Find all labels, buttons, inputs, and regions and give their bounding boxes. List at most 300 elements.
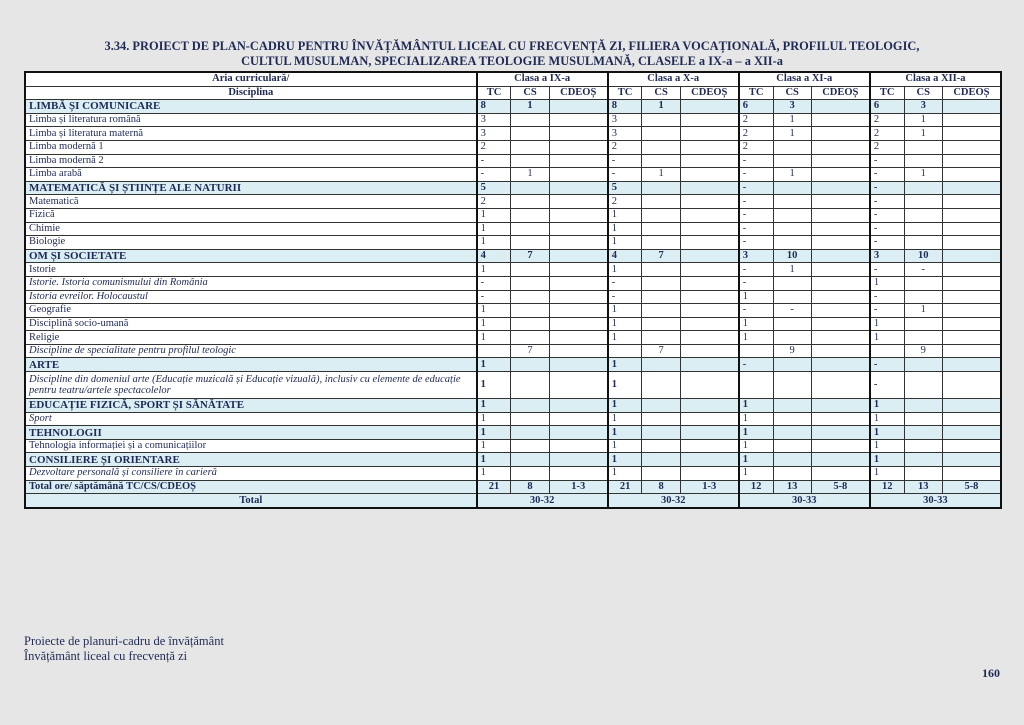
subject-name: Fizică <box>25 208 477 222</box>
hours-cell: 3 <box>608 113 642 127</box>
hours-cell <box>549 100 608 114</box>
hours-cell <box>904 439 942 453</box>
hours-cell <box>942 439 1001 453</box>
hours-cell: 1 <box>511 168 549 182</box>
hours-cell: - <box>904 263 942 277</box>
hours-cell: 1 <box>608 453 642 467</box>
hours-cell <box>680 358 738 372</box>
hours-cell <box>739 344 773 358</box>
total-value: 1-3 <box>549 480 608 494</box>
hours-cell: - <box>739 208 773 222</box>
subcol-tc: TC <box>608 86 642 100</box>
hours-cell: - <box>870 195 904 209</box>
hours-cell <box>680 208 738 222</box>
hours-cell <box>904 276 942 290</box>
hours-cell <box>511 181 549 195</box>
subject-row <box>25 263 1001 277</box>
subcol-tc: TC <box>870 86 904 100</box>
hours-cell <box>904 154 942 168</box>
hours-cell: 8 <box>608 100 642 114</box>
hours-cell <box>904 236 942 250</box>
hours-cell: - <box>608 154 642 168</box>
hours-cell: 3 <box>870 249 904 263</box>
total-value: 12 <box>739 480 773 494</box>
hours-cell: 1 <box>608 439 642 453</box>
subject-name: Limba modernă 2 <box>25 154 477 168</box>
hours-cell: - <box>477 290 511 304</box>
hours-cell <box>904 453 942 467</box>
hours-cell <box>511 304 549 318</box>
hours-cell <box>942 467 1001 481</box>
hours-cell: 2 <box>739 140 773 154</box>
hours-cell: 3 <box>739 249 773 263</box>
hours-cell <box>942 344 1001 358</box>
subcol-cs: CS <box>904 86 942 100</box>
section-row <box>25 358 1001 372</box>
section-row <box>25 181 1001 195</box>
hours-cell <box>549 127 608 141</box>
hours-cell <box>811 168 870 182</box>
hours-cell: 2 <box>739 113 773 127</box>
hours-cell <box>942 304 1001 318</box>
hours-cell <box>680 399 738 413</box>
hours-cell <box>773 317 811 331</box>
hours-cell <box>773 222 811 236</box>
hours-cell <box>642 236 680 250</box>
subject-row <box>25 331 1001 345</box>
section-name: EDUCAȚIE FIZICĂ, SPORT ȘI SĂNĂTATE <box>25 399 477 413</box>
hours-cell: 1 <box>608 304 642 318</box>
hours-cell: 1 <box>739 439 773 453</box>
hours-cell <box>511 154 549 168</box>
hours-cell: 1 <box>870 412 904 426</box>
footer <box>24 634 224 664</box>
subject-name: Dezvoltare personală și consiliere în carieră <box>25 467 477 481</box>
hours-cell: 1 <box>608 331 642 345</box>
hours-cell <box>511 372 549 399</box>
subject-name: Discipline din domeniul arte (Educație muzicală și Educație vizuală), inclusiv cu elemente de educație pentru teatru/artele spectacolelor <box>25 372 477 399</box>
hours-cell <box>680 113 738 127</box>
class-x-header: Clasa a X-a <box>608 72 739 86</box>
hours-cell: - <box>870 181 904 195</box>
hours-cell <box>904 181 942 195</box>
hours-cell <box>511 276 549 290</box>
subject-row <box>25 113 1001 127</box>
hours-cell <box>942 453 1001 467</box>
hours-cell <box>942 113 1001 127</box>
subject-row <box>25 304 1001 318</box>
hours-cell <box>904 222 942 236</box>
subject-name: Limba și literatura română <box>25 113 477 127</box>
hours-cell <box>811 331 870 345</box>
hours-cell: 1 <box>773 263 811 277</box>
hours-cell: 1 <box>477 439 511 453</box>
hours-cell: 1 <box>477 467 511 481</box>
hours-cell <box>811 208 870 222</box>
total-value: 5-8 <box>942 480 1001 494</box>
hours-cell <box>680 181 738 195</box>
hours-cell: 4 <box>477 249 511 263</box>
total-value: 21 <box>477 480 511 494</box>
hours-cell <box>680 453 738 467</box>
hours-cell: 9 <box>773 344 811 358</box>
hours-cell <box>811 399 870 413</box>
subject-name: Disciplină socio-umană <box>25 317 477 331</box>
subject-row <box>25 412 1001 426</box>
hours-cell: 5 <box>608 181 642 195</box>
hours-cell: - <box>739 263 773 277</box>
subject-name: Religie <box>25 331 477 345</box>
hours-cell <box>942 358 1001 372</box>
hours-cell <box>642 154 680 168</box>
total-value: 13 <box>904 480 942 494</box>
subject-row <box>25 195 1001 209</box>
subject-row <box>25 276 1001 290</box>
hours-cell <box>811 263 870 277</box>
subject-name: Limba și literatura maternă <box>25 127 477 141</box>
hours-cell: 1 <box>608 412 642 426</box>
hours-cell <box>942 222 1001 236</box>
hours-cell: - <box>870 290 904 304</box>
subject-row <box>25 439 1001 453</box>
subcol-tc: TC <box>739 86 773 100</box>
hours-cell: 1 <box>904 113 942 127</box>
hours-cell <box>904 372 942 399</box>
total-value: 13 <box>773 480 811 494</box>
page-number: 160 <box>982 666 1000 680</box>
hours-cell: - <box>870 222 904 236</box>
hours-cell <box>811 317 870 331</box>
hours-cell <box>904 412 942 426</box>
hours-cell <box>773 195 811 209</box>
hours-cell: 1 <box>870 467 904 481</box>
hours-cell <box>811 358 870 372</box>
total-value: 8 <box>642 480 680 494</box>
hours-cell: 1 <box>477 236 511 250</box>
hours-cell <box>942 140 1001 154</box>
hours-cell: - <box>870 236 904 250</box>
hours-cell <box>642 276 680 290</box>
hours-cell: 1 <box>739 426 773 440</box>
hours-cell <box>680 249 738 263</box>
hours-cell: 2 <box>870 113 904 127</box>
hours-cell: - <box>739 276 773 290</box>
hours-cell <box>642 290 680 304</box>
subcol-cdeos: CDEOȘ <box>811 86 870 100</box>
hours-cell <box>942 426 1001 440</box>
hours-cell <box>773 154 811 168</box>
hours-cell <box>811 344 870 358</box>
hours-cell <box>811 412 870 426</box>
hours-cell <box>680 168 738 182</box>
hours-cell <box>549 168 608 182</box>
hours-cell: - <box>477 276 511 290</box>
section-name: OM ȘI SOCIETATE <box>25 249 477 263</box>
hours-cell <box>511 317 549 331</box>
hours-cell <box>549 412 608 426</box>
hours-cell <box>680 195 738 209</box>
hours-cell: 9 <box>904 344 942 358</box>
hours-cell: - <box>739 222 773 236</box>
hours-cell <box>773 290 811 304</box>
total-value: 8 <box>511 480 549 494</box>
hours-cell <box>511 127 549 141</box>
hours-cell <box>680 100 738 114</box>
hours-cell <box>904 290 942 304</box>
subcol-cs: CS <box>642 86 680 100</box>
hours-cell <box>904 399 942 413</box>
grand-total-value: 30-33 <box>739 494 870 508</box>
total-value: 1-3 <box>680 480 738 494</box>
hours-cell <box>942 154 1001 168</box>
hours-cell <box>549 331 608 345</box>
hours-cell: 7 <box>511 344 549 358</box>
area-header-1: Aria curriculară/ <box>25 72 477 86</box>
hours-cell <box>680 236 738 250</box>
subject-name: Istoria evreilor. Holocaustul <box>25 290 477 304</box>
subject-name: Sport <box>25 412 477 426</box>
hours-cell <box>942 168 1001 182</box>
hours-cell <box>549 317 608 331</box>
hours-cell <box>773 140 811 154</box>
grand-total-label: Total <box>25 494 477 508</box>
hours-cell <box>942 331 1001 345</box>
hours-cell <box>549 276 608 290</box>
hours-cell <box>549 236 608 250</box>
hours-cell: 8 <box>477 100 511 114</box>
hours-cell <box>642 195 680 209</box>
section-row <box>25 100 1001 114</box>
hours-cell <box>773 208 811 222</box>
hours-cell <box>511 358 549 372</box>
hours-cell <box>642 467 680 481</box>
hours-cell <box>549 208 608 222</box>
hours-cell: 6 <box>870 100 904 114</box>
subject-name: Limba modernă 1 <box>25 140 477 154</box>
hours-cell <box>549 154 608 168</box>
hours-cell <box>680 439 738 453</box>
hours-cell <box>773 439 811 453</box>
hours-cell <box>511 140 549 154</box>
hours-cell <box>680 276 738 290</box>
hours-cell <box>811 439 870 453</box>
hours-cell <box>511 195 549 209</box>
hours-cell: 1 <box>870 276 904 290</box>
hours-cell: 3 <box>904 100 942 114</box>
subject-name: Chimie <box>25 222 477 236</box>
hours-cell <box>942 412 1001 426</box>
title-line-2: CULTUL MUSULMAN, SPECIALIZAREA TEOLOGIE MUSULMANĂ, CLASELE a IX-a – a XII-a <box>241 53 783 68</box>
hours-cell: 2 <box>477 140 511 154</box>
hours-cell <box>549 372 608 399</box>
hours-cell <box>942 236 1001 250</box>
grand-total-row <box>25 494 1001 508</box>
grand-total-value: 30-32 <box>477 494 608 508</box>
hours-cell <box>549 263 608 277</box>
hours-cell <box>511 467 549 481</box>
subject-row <box>25 290 1001 304</box>
hours-cell: 7 <box>642 344 680 358</box>
hours-cell <box>773 453 811 467</box>
hours-cell <box>642 222 680 236</box>
hours-cell: 1 <box>477 412 511 426</box>
hours-cell <box>942 127 1001 141</box>
hours-cell <box>511 222 549 236</box>
hours-cell: 1 <box>511 100 549 114</box>
total-value: 12 <box>870 480 904 494</box>
hours-cell <box>773 181 811 195</box>
hours-cell <box>811 453 870 467</box>
hours-cell <box>680 263 738 277</box>
hours-cell <box>680 140 738 154</box>
hours-cell: - <box>870 372 904 399</box>
hours-cell: 1 <box>608 208 642 222</box>
hours-cell: 1 <box>870 399 904 413</box>
hours-cell: 3 <box>477 127 511 141</box>
hours-cell <box>511 412 549 426</box>
subject-row <box>25 208 1001 222</box>
hours-cell: - <box>739 304 773 318</box>
section-row <box>25 399 1001 413</box>
hours-cell <box>811 140 870 154</box>
hours-cell <box>511 263 549 277</box>
hours-cell: 1 <box>870 317 904 331</box>
hours-cell: 1 <box>477 453 511 467</box>
hours-cell <box>773 358 811 372</box>
subject-row <box>25 236 1001 250</box>
hours-cell: 2 <box>739 127 773 141</box>
hours-cell <box>811 195 870 209</box>
total-value: 21 <box>608 480 642 494</box>
hours-cell <box>549 290 608 304</box>
subject-name: Istorie <box>25 263 477 277</box>
hours-cell <box>549 453 608 467</box>
hours-cell <box>511 426 549 440</box>
section-name: LIMBĂ ȘI COMUNICARE <box>25 100 477 114</box>
class-ix-header: Clasa a IX-a <box>477 72 608 86</box>
section-name: TEHNOLOGII <box>25 426 477 440</box>
totals-row <box>25 480 1001 494</box>
page-title <box>24 39 1000 68</box>
hours-cell: - <box>477 168 511 182</box>
hours-cell: 1 <box>773 168 811 182</box>
hours-cell <box>904 426 942 440</box>
hours-cell: 1 <box>739 331 773 345</box>
hours-cell <box>811 467 870 481</box>
hours-cell <box>904 467 942 481</box>
hours-cell <box>549 113 608 127</box>
hours-cell <box>642 358 680 372</box>
subject-name: Discipline de specialitate pentru profilul teologic <box>25 344 477 358</box>
hours-cell <box>773 412 811 426</box>
hours-cell: - <box>739 195 773 209</box>
subcol-cs: CS <box>511 86 549 100</box>
hours-cell <box>680 154 738 168</box>
hours-cell <box>680 304 738 318</box>
hours-cell: - <box>870 154 904 168</box>
hours-cell <box>680 412 738 426</box>
hours-cell <box>811 372 870 399</box>
hours-cell: 1 <box>477 222 511 236</box>
footer-line-1: Proiecte de planuri-cadru de învățământ <box>24 634 224 648</box>
hours-cell <box>642 304 680 318</box>
hours-cell: 10 <box>773 249 811 263</box>
hours-cell <box>642 399 680 413</box>
hours-cell <box>680 426 738 440</box>
hours-cell: - <box>739 168 773 182</box>
hours-cell <box>739 372 773 399</box>
hours-cell <box>904 195 942 209</box>
subject-name: Limba arabă <box>25 168 477 182</box>
hours-cell <box>642 127 680 141</box>
hours-cell: 1 <box>608 399 642 413</box>
hours-cell <box>904 317 942 331</box>
hours-cell <box>680 467 738 481</box>
hours-cell <box>811 426 870 440</box>
section-name: ARTE <box>25 358 477 372</box>
hours-cell <box>642 317 680 331</box>
hours-cell <box>680 372 738 399</box>
hours-cell <box>942 263 1001 277</box>
hours-cell <box>511 113 549 127</box>
hours-cell: 1 <box>608 263 642 277</box>
hours-cell: 10 <box>904 249 942 263</box>
subject-row <box>25 168 1001 182</box>
hours-cell <box>680 331 738 345</box>
hours-cell <box>942 208 1001 222</box>
subcol-cdeos: CDEOȘ <box>680 86 738 100</box>
hours-cell <box>549 222 608 236</box>
subject-row <box>25 317 1001 331</box>
hours-cell: 1 <box>739 317 773 331</box>
hours-cell <box>680 290 738 304</box>
hours-cell <box>511 236 549 250</box>
hours-cell: 1 <box>739 467 773 481</box>
hours-cell <box>811 290 870 304</box>
hours-cell <box>942 399 1001 413</box>
hours-cell: 1 <box>739 453 773 467</box>
hours-cell: 1 <box>642 100 680 114</box>
hours-cell <box>811 249 870 263</box>
hours-cell <box>811 304 870 318</box>
hours-cell <box>942 290 1001 304</box>
area-header-2: Disciplina <box>25 86 477 100</box>
subject-name: Tehnologia informației și a comunicațiilor <box>25 439 477 453</box>
hours-cell: 1 <box>477 317 511 331</box>
totals-label: Total ore/ săptămână TC/CS/CDEOȘ <box>25 480 477 494</box>
subcol-cs: CS <box>773 86 811 100</box>
hours-cell <box>642 113 680 127</box>
hours-cell <box>904 331 942 345</box>
hours-cell <box>511 290 549 304</box>
hours-cell <box>549 140 608 154</box>
hours-cell: 4 <box>608 249 642 263</box>
hours-cell <box>511 439 549 453</box>
hours-cell <box>608 344 642 358</box>
hours-cell <box>942 100 1001 114</box>
hours-cell <box>773 331 811 345</box>
hours-cell <box>680 317 738 331</box>
hours-cell: 1 <box>477 426 511 440</box>
hours-cell <box>942 249 1001 263</box>
hours-cell: - <box>739 358 773 372</box>
hours-cell: - <box>870 358 904 372</box>
table-body <box>25 100 1001 480</box>
hours-cell <box>942 372 1001 399</box>
hours-cell <box>773 276 811 290</box>
hours-cell: 1 <box>870 426 904 440</box>
subject-row <box>25 222 1001 236</box>
